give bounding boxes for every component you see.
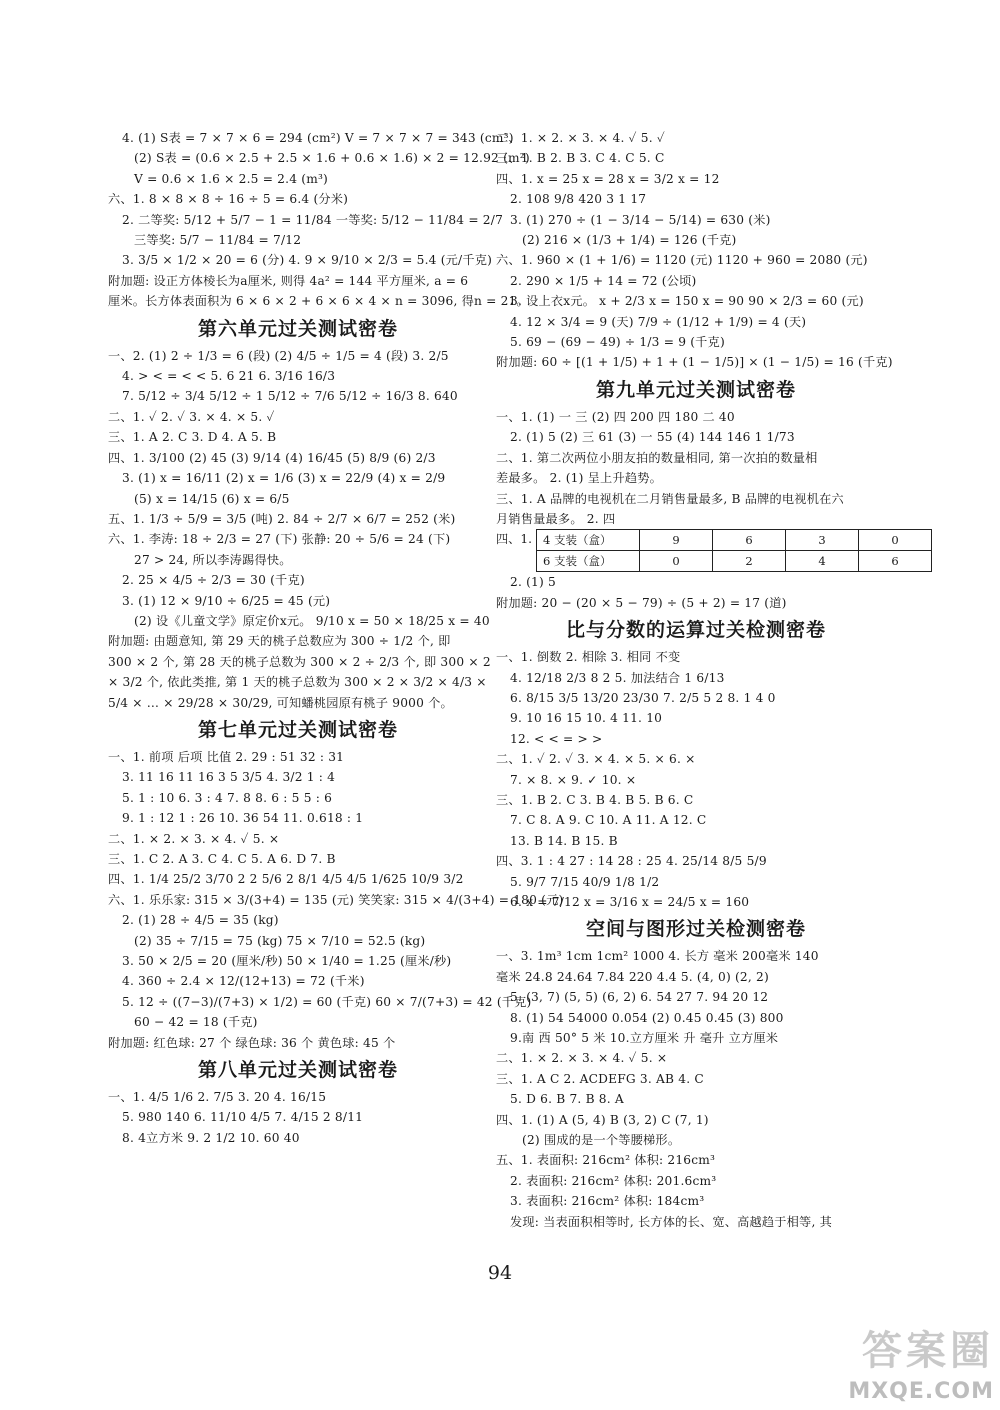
- answer-line: (2) 围成的是一个等腰梯形。: [522, 1133, 681, 1148]
- section-heading: 比与分数的运算过关检测密卷: [565, 619, 826, 642]
- section-heading: 空间与图形过关检测密卷: [585, 918, 806, 941]
- answer-line: 3. (1) 12 × 9/10 ÷ 6/25 = 45 (元): [122, 593, 331, 608]
- table-cell: 6: [713, 530, 786, 551]
- answer-line: 二、1. ✓ 2. ✓ 3. × 4. × 5. × 6. ×: [496, 752, 696, 767]
- answer-line: 4. 12/18 2/3 8 2 5. 加法结合 1 6/13: [510, 670, 725, 685]
- answer-line: 附加题: 红色球: 27 个 绿色球: 36 个 黄色球: 45 个: [108, 1035, 396, 1050]
- answer-table: [536, 529, 932, 572]
- answer-line: 一、1. 4/5 1/6 2. 7/5 3. 20 4. 16/15: [108, 1090, 327, 1105]
- answer-line: 9. 1 : 12 1 : 26 10. 36 54 11. 0.618 : 1: [122, 811, 364, 826]
- table-cell: 4: [786, 551, 859, 572]
- answer-line: 厘米。长方体表面积为 6 × 6 × 2 + 6 × 6 × 4 × n = 3096, 得n = 21。: [108, 294, 529, 309]
- answer-line: 六、1. 乐乐家: 315 × 3/(3+4) = 135 (元) 笑笑家: 315 × 4/(3+4) = 180 (元): [108, 892, 564, 907]
- section-heading: 第八单元过关测试密卷: [197, 1059, 398, 1082]
- page-number: 94: [487, 1262, 513, 1284]
- table-cell: 6: [859, 551, 932, 572]
- answer-line: 60 − 42 = 18 (千克): [134, 1015, 258, 1030]
- answer-line: 2. 二等奖: 5/12 + 5/7 − 1 = 11/84 一等奖: 5/12 − 11/84 = 2/7: [122, 212, 504, 227]
- answer-line: 3. 表面积: 216cm² 体积: 184cm³: [510, 1194, 705, 1209]
- answer-line: 3. 设上衣x元。 x + 2/3 x = 150 x = 90 90 × 2/3 = 60 (元): [510, 294, 864, 309]
- answer-line: 4. (1) S表 = 7 × 7 × 6 = 294 (cm²) V = 7 × 7 × 7 = 343 (cm³): [122, 131, 514, 145]
- answer-line: 五、1. 表面积: 216cm² 体积: 216cm³: [496, 1153, 716, 1168]
- table-cell: 0: [859, 530, 932, 551]
- section-heading: 第六单元过关测试密卷: [197, 317, 398, 340]
- answer-line: 5. 9/7 7/15 40/9 1/8 1/2: [510, 874, 660, 889]
- answer-line: 13. B 14. B 15. B: [510, 833, 618, 848]
- table-row: [537, 551, 932, 572]
- answer-line: 27 > 24, 所以李涛踢得快。: [134, 552, 292, 567]
- answer-line: 9. 10 16 15 10. 4 11. 10: [510, 711, 663, 726]
- answer-line: 5. 1 : 10 6. 3 : 4 7. 8 8. 6 : 5 5 : 6: [122, 790, 333, 805]
- answer-line: 毫米 24.8 24.64 7.84 220 4.4 5. (4, 0) (2, 2): [496, 969, 769, 984]
- answer-line: 3. (1) 270 ÷ (1 − 3/14 − 5/14) = 630 (米): [510, 212, 771, 227]
- answer-line: 一、1. (1) 一 三 (2) 四 200 四 180 二 40: [496, 409, 735, 424]
- answer-line: 2. 108 9/8 420 3 1 17: [510, 192, 647, 207]
- answer-table-block: [496, 529, 899, 572]
- answer-line: 三等奖: 5/7 − 11/84 = 7/12: [134, 233, 302, 248]
- answer-line: 三、1. C 2. A 3. C 4. C 5. A 6. D 7. B: [108, 852, 336, 866]
- answer-line: 3. (1) x = 16/11 (2) x = 1/6 (3) x = 22/9 (4) x = 2/9: [122, 471, 446, 486]
- answer-line: 6. x = 7/12 x = 3/16 x = 24/5 x = 160: [510, 895, 750, 909]
- answer-line: 8. 4立方米 9. 2 1/2 10. 60 40: [122, 1130, 300, 1145]
- answer-line: 四、1. 3/100 (2) 45 (3) 9/14 (4) 16/45 (5) 8/9 (6) 2/3: [108, 450, 436, 465]
- answer-line: 6. 8/15 3/5 13/20 23/30 7. 2/5 5 2 8. 1 4 0: [510, 690, 776, 705]
- answer-line: 二、1. × 2. × 3. × 4. ✓ 5. ✓: [496, 131, 665, 145]
- watermark-logo: 答案圈: [862, 1328, 994, 1374]
- table-prefix: 四、1.: [496, 532, 533, 547]
- answer-line: 四、1. x = 25 x = 28 x = 3/2 x = 12: [496, 171, 720, 186]
- answer-line: 附加题: 由题意知, 第 29 天的桃子总数应为 300 ÷ 1/2 个, 即: [108, 634, 451, 649]
- watermark: [779, 1326, 994, 1404]
- answer-line: V = 0.6 × 1.6 × 2.5 = 2.4 (m³): [134, 171, 328, 186]
- table-cell: 9: [640, 530, 713, 551]
- section-heading: 第九单元过关测试密卷: [595, 378, 796, 401]
- section-heading: 第七单元过关测试密卷: [197, 718, 398, 741]
- answer-line: 一、2. (1) 2 ÷ 1/3 = 6 (段) (2) 4/5 ÷ 1/5 = 4 (段) 3. 2/5: [108, 348, 449, 363]
- answer-line: 4. 12 × 3/4 = 9 (天) 7/9 ÷ (1/12 + 1/9) = 4 (天): [510, 314, 807, 329]
- answer-line: 四、3. 1 : 4 27 : 14 28 : 25 4. 25/14 8/5 5/9: [496, 854, 767, 869]
- table-cell: 0: [640, 551, 713, 572]
- answer-line: 5/4 × … × 29/28 × 30/29, 可知蟠桃园原有桃子 9000 个。: [108, 695, 453, 710]
- answer-line: 2. 25 × 4/5 ÷ 2/3 = 30 (千克): [122, 573, 305, 588]
- table-row: [537, 530, 932, 551]
- answer-line: 4. 360 ÷ 2.4 × 12/(12+13) = 72 (千米): [122, 974, 365, 989]
- answer-line: 四、1. (1) A (5, 4) B (3, 2) C (7, 1): [496, 1112, 709, 1127]
- table-row-label: 4 支装（盒）: [537, 530, 640, 551]
- answer-line: 一、3. 1m³ 1cm 1cm² 1000 4. 长方 毫米 200毫米 140: [496, 949, 819, 964]
- answer-line: 一、1. 倒数 2. 相除 3. 相同 不变: [496, 650, 681, 665]
- table-cell: 2: [713, 551, 786, 572]
- answer-line: 差最多。 2. (1) 呈上升趋势。: [496, 471, 662, 486]
- answer-line: 三、1. B 2. B 3. C 4. C 5. C: [496, 151, 665, 166]
- answer-line: 7. 5/12 ÷ 3/4 5/12 ÷ 1 5/12 ÷ 7/6 5/12 ÷ 16/3 8. 640: [122, 389, 458, 404]
- answer-line: 12. < < = > >: [510, 731, 603, 746]
- answer-line: 4. > < = < < 5. 6 21 6. 3/16 16/3: [122, 369, 336, 384]
- answer-line: 附加题: 设正方体棱长为a厘米, 则得 4a² = 144 平方厘米, a = 6: [108, 273, 469, 288]
- answer-line: 2. 290 × 1/5 + 14 = 72 (公顷): [510, 273, 697, 288]
- answer-line: 2. (1) 5 (2) 三 61 (3) 一 55 (4) 144 146 1 1/73: [510, 430, 795, 445]
- answer-line: 四、1. 1/4 25/2 3/70 2 2 5/6 2 8/1 4/5 4/5 1/625 10/9 3/2: [108, 872, 464, 887]
- answer-line: 月销售量最多。 2. 四: [496, 511, 616, 526]
- answer-line: 2. (1) 5: [510, 575, 556, 590]
- answer-line: (2) 35 ÷ 7/15 = 75 (kg) 75 × 7/10 = 52.5 (kg): [134, 933, 426, 948]
- answer-line: × 3/2 个, 依此类推, 第 1 天的桃子总数为 300 × 2 × 3/2 × 4/3 ×: [108, 675, 487, 690]
- answer-line: 5. 12 ÷ ((7−3)/(7+3) × 1/2) = 60 (千克) 60 × 7/(7+3) = 42 (千克): [122, 994, 532, 1009]
- answer-line: 三、1. B 2. C 3. B 4. B 5. B 6. C: [496, 792, 694, 807]
- answer-line: 附加题: 60 ÷ [(1 + 1/5) + 1 + (1 − 1/5)] × (1 − 1/5) = 16 (千克): [496, 355, 893, 370]
- answer-line: 2. 表面积: 216cm² 体积: 201.6cm³: [510, 1173, 717, 1188]
- answer-line: (2) S表 = (0.6 × 2.5 + 2.5 × 1.6 + 0.6 × 1.6) × 2 = 12.92 (m²): [134, 151, 530, 166]
- answer-line: 7. C 8. A 9. C 10. A 11. A 12. C: [510, 813, 707, 828]
- answer-line: (5) x = 14/15 (6) x = 6/5: [134, 491, 290, 506]
- answer-line: 六、1. 8 × 8 × 8 ÷ 16 ÷ 5 = 6.4 (分米): [108, 192, 349, 207]
- answer-line: 五、1. 1/3 ÷ 5/9 = 3/5 (吨) 2. 84 ÷ 2/7 × 6/7 = 252 (米): [108, 511, 456, 526]
- answer-line: 三、1. A 品牌的电视机在二月销售量最多, B 品牌的电视机在六: [496, 491, 844, 506]
- answer-line: 300 × 2 个, 第 28 天的桃子总数为 300 × 2 ÷ 2/3 个, 即 300 × 2: [108, 654, 491, 669]
- table-row-label: 6 支装（盒）: [537, 551, 640, 572]
- answer-line: 7. × 8. × 9. ✓ 10. ×: [510, 772, 637, 787]
- answer-line: 附加题: 20 − (20 × 5 − 79) ÷ (5 + 2) = 17 (道): [496, 595, 787, 610]
- answer-line: 二、1. ✓ 2. ✓ 3. × 4. × 5. ✓: [108, 409, 275, 424]
- answer-line: 三、1. A C 2. ACDEFG 3. AB 4. C: [496, 1071, 704, 1086]
- answer-line: 三、1. A 2. C 3. D 4. A 5. B: [108, 430, 277, 445]
- answer-line: 5. (3, 7) (5, 5) (6, 2) 6. 54 27 7. 94 20 12: [510, 990, 769, 1005]
- answer-line: 一、1. 前项 后项 比值 2. 29 : 51 32 : 31: [108, 749, 345, 764]
- answer-line: 5. 980 140 6. 11/10 4/5 7. 4/15 2 8/11: [122, 1110, 364, 1125]
- answer-line: 5. D 6. B 7. B 8. A: [510, 1092, 624, 1107]
- answer-line: 六、1. 李涛: 18 ÷ 2/3 = 27 (下) 张静: 20 ÷ 5/6 = 24 (下): [108, 532, 451, 547]
- answer-line: 3. 11 16 11 16 3 5 3/5 4. 3/2 1 : 4: [122, 770, 336, 785]
- answer-line: 3. 50 × 2/5 = 20 (厘米/秒) 50 × 1/40 = 1.25 (厘米/秒): [122, 954, 452, 969]
- answer-line: 8. (1) 54 54000 0.054 (2) 0.45 0.45 (3) 800: [510, 1010, 784, 1025]
- right-column: [496, 128, 899, 1232]
- answer-line: 5. 69 − (69 − 49) ÷ 1/3 = 9 (千克): [510, 335, 725, 350]
- answer-line: 3. 3/5 × 1/2 × 20 = 6 (分) 4. 9 × 9/10 × 2/3 = 5.4 (元/千克): [122, 253, 493, 268]
- answer-line: 六、1. 960 × (1 + 1/6) = 1120 (元) 1120 + 960 = 2080 (元): [496, 253, 868, 268]
- answer-line: 2. (1) 28 ÷ 4/5 = 35 (kg): [122, 913, 279, 928]
- answer-line: 二、1. × 2. × 3. × 4. ✓ 5. ×: [108, 831, 280, 846]
- answer-line: 9.南 西 50° 5 米 10.立方厘米 升 毫升 立方厘米: [510, 1031, 779, 1046]
- answer-line: (2) 216 × (1/3 + 1/4) = 126 (千克): [522, 233, 737, 248]
- answer-line: (2) 设《儿童文学》原定价x元。 9/10 x = 50 × 18/25 x = 40: [134, 613, 490, 628]
- answer-line: 二、1. 第二次两位小朋友拍的数量相同, 第一次拍的数量相: [496, 450, 818, 465]
- answer-line: 二、1. × 2. × 3. × 4. ✓ 5. ×: [496, 1051, 668, 1066]
- answer-line: 发现: 当表面积相等时, 长方体的长、宽、高越趋于相等, 其: [510, 1214, 832, 1229]
- watermark-site: MXQE.COM: [848, 1379, 994, 1404]
- table-cell: 3: [786, 530, 859, 551]
